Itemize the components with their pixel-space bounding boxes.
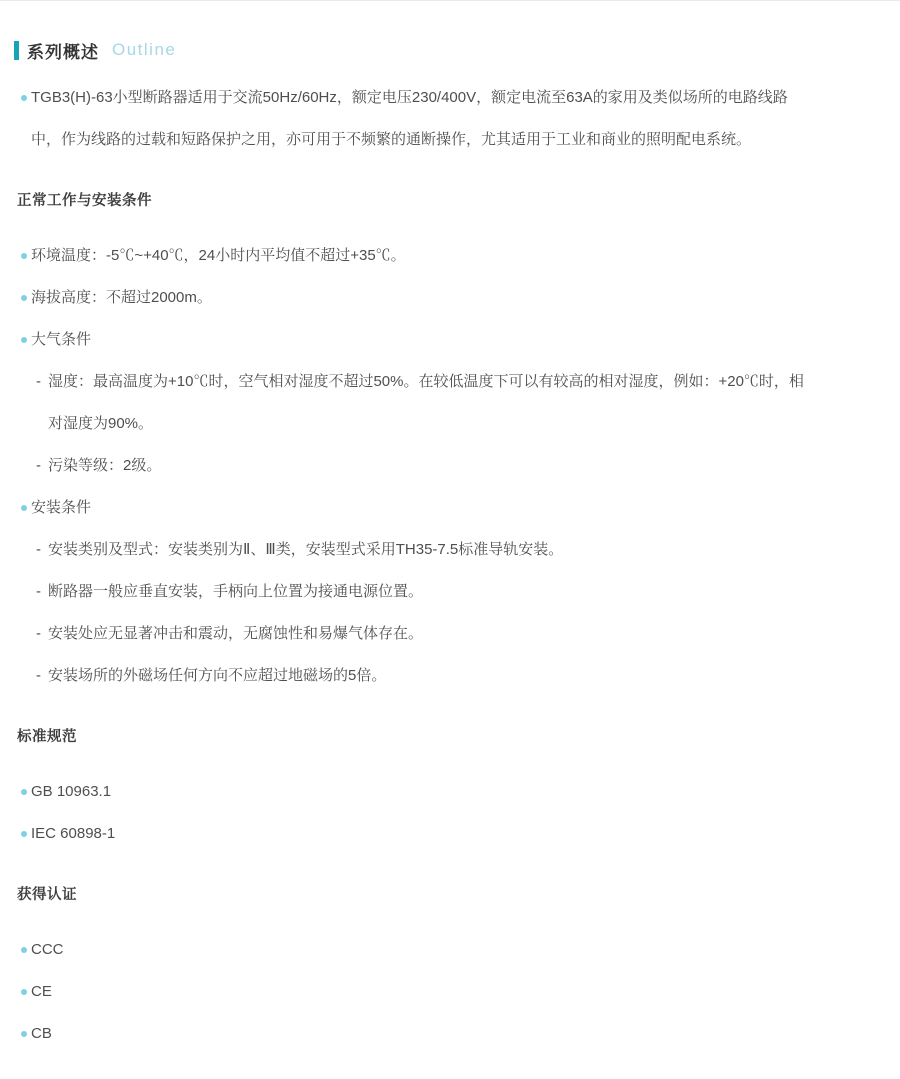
page-title-en: Outline bbox=[112, 40, 177, 59]
dash-marker: - bbox=[36, 541, 41, 558]
sub-list-item-text: 断路器一般应垂直安装，手柄向上位置为接通电源位置。 bbox=[48, 583, 424, 600]
conditions-list bbox=[0, 235, 900, 697]
bullet-icon bbox=[21, 1031, 27, 1037]
sub-list-item-magnetic-field bbox=[36, 655, 900, 697]
page-title bbox=[14, 39, 900, 61]
list-item-text: CCC bbox=[31, 941, 64, 958]
list-item-text: GB 10963.1 bbox=[31, 783, 112, 800]
list-item-text: 环境温度：-5℃~+40℃，24小时内平均值不超过+35℃。 bbox=[31, 247, 406, 264]
list-item-altitude bbox=[21, 277, 900, 319]
sub-list-item-text: 安装场所的外磁场任何方向不应超过地磁场的5倍。 bbox=[48, 667, 387, 684]
sub-list-item-text: 安装处应无显著冲击和震动，无腐蚀性和易爆气体存在。 bbox=[48, 625, 424, 642]
sub-list-item-text: 湿度：最高温度为+10℃时，空气相对湿度不超过50%。在较低温度下可以有较高的相对湿度，例如：+20℃时，相对湿度为90%。 bbox=[48, 373, 804, 432]
standards-list bbox=[0, 771, 900, 855]
sub-list-item-no-shock bbox=[36, 613, 900, 655]
dash-marker: - bbox=[36, 457, 41, 474]
list-item-ce bbox=[21, 971, 900, 1013]
bullet-icon bbox=[21, 253, 27, 259]
bullet-icon bbox=[21, 337, 27, 343]
section-heading-standards: 标准规范 bbox=[17, 729, 77, 745]
list-item-cb bbox=[21, 1013, 900, 1055]
list-item-atmosphere bbox=[21, 319, 900, 361]
sub-list-item-text: 安装类别及型式：安装类别为Ⅱ、Ⅲ类，安装型式采用TH35-7.5标准导轨安装。 bbox=[48, 541, 564, 558]
list-item-text: CB bbox=[31, 1025, 52, 1042]
bullet-icon bbox=[21, 831, 27, 837]
sub-list-item-vertical-mounting bbox=[36, 571, 900, 613]
sub-list-item-installation-category bbox=[36, 529, 900, 571]
list-item-text: IEC 60898-1 bbox=[31, 825, 116, 842]
list-item-gb-standard bbox=[21, 771, 900, 813]
sub-list-item-pollution-degree bbox=[36, 445, 900, 487]
intro-text: TGB3(H)-63小型断路器适用于交流50Hz/60Hz，额定电压230/400V，额定电流至63A的家用及类似场所的电路线路中，作为线路的过载和短路保护之用，亦可用于不频繁的通断操作，尤其适用于工业和商业的照明配电系统。 bbox=[31, 89, 788, 148]
bullet-icon bbox=[21, 95, 27, 101]
bullet-icon bbox=[21, 505, 27, 511]
bullet-icon bbox=[21, 989, 27, 995]
title-accent-bar bbox=[14, 41, 19, 60]
dash-marker: - bbox=[36, 583, 41, 600]
dash-marker: - bbox=[36, 667, 41, 684]
bullet-icon bbox=[21, 789, 27, 795]
sub-list-item-text: 污染等级：2级。 bbox=[48, 457, 162, 474]
dash-marker: - bbox=[36, 625, 41, 642]
bullet-icon bbox=[21, 947, 27, 953]
list-item-text: 海拔高度：不超过2000m。 bbox=[31, 289, 212, 306]
dash-marker: - bbox=[36, 373, 41, 390]
bullet-icon bbox=[21, 295, 27, 301]
list-item-text: CE bbox=[31, 983, 52, 1000]
list-item-ambient-temperature bbox=[21, 235, 900, 277]
list-item-iec-standard bbox=[21, 813, 900, 855]
section-heading-working-conditions: 正常工作与安装条件 bbox=[17, 193, 152, 209]
list-item-ccc bbox=[21, 929, 900, 971]
page-title-cn: 系列概述 bbox=[27, 42, 99, 62]
section-heading-certifications: 获得认证 bbox=[17, 887, 77, 903]
list-item-text: 安装条件 bbox=[31, 499, 92, 516]
list-item-installation-conditions bbox=[21, 487, 900, 529]
list-item-text: 大气条件 bbox=[31, 331, 92, 348]
sub-list-item-humidity bbox=[36, 361, 900, 445]
certifications-list bbox=[0, 929, 900, 1055]
intro-paragraph bbox=[21, 77, 900, 161]
